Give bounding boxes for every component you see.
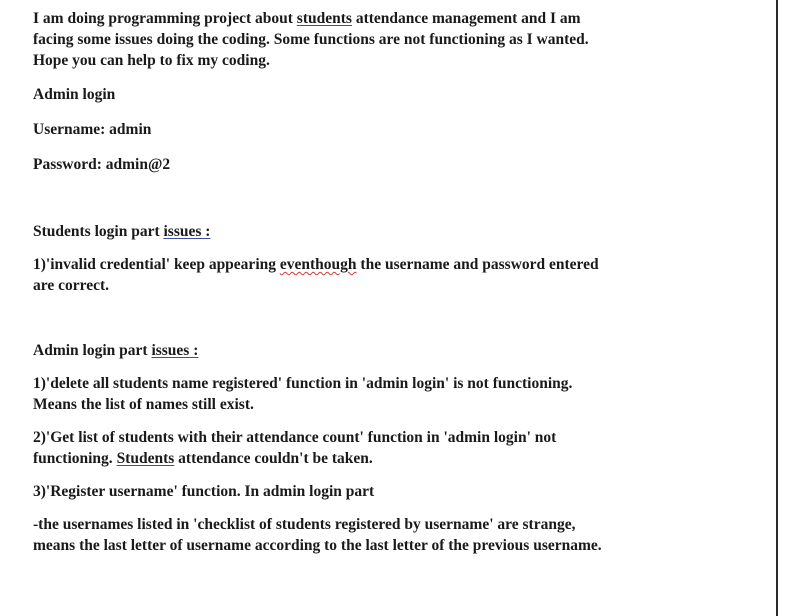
admin-issue-1-line-2: Means the list of names still exist. xyxy=(33,396,254,413)
document-body xyxy=(33,8,768,556)
intro-line-2: facing some issues doing the coding. Some functions are not functioning as I wanted. xyxy=(33,31,589,48)
admin-password: Password: admin@2 xyxy=(33,156,171,173)
admin-issue-1-line-1: 1)'delete all students name registered' function in 'admin login' is not functioning. xyxy=(33,375,573,392)
students-issue-1-line-1: 1)'invalid credential' keep appearing eventhough the username and password entered xyxy=(33,256,599,273)
admin-issue-3: 3)'Register username' function. In admin login part xyxy=(33,483,375,500)
admin-issue-3-detail xyxy=(33,514,768,556)
admin-issue-2 xyxy=(33,427,768,469)
admin-issue-2-line-1: 2)'Get list of students with their attendance count' function in 'admin login' not xyxy=(33,429,557,446)
admin-issue-1 xyxy=(33,373,768,415)
students-issue-1-line-2: are correct. xyxy=(33,277,110,294)
admin-login-title: Admin login xyxy=(33,86,116,103)
admin-username: Username: admin xyxy=(33,121,152,138)
intro-line-1: I am doing programming project about students attendance management and I am xyxy=(33,10,581,27)
students-issue-1 xyxy=(33,254,768,296)
admin-issue-3-detail-line-1: -the usernames listed in 'checklist of students registered by username' are strange, xyxy=(33,516,576,533)
admin-issue-2-line-2: functioning. Students attendance couldn't be taken. xyxy=(33,450,373,467)
students-issues-heading: Students login part issues : xyxy=(33,223,211,240)
admin-issues-heading: Admin login part issues : xyxy=(33,342,199,359)
admin-issue-3-detail-line-2: means the last letter of username according to the last letter of the previous username. xyxy=(33,537,602,554)
intro-line-3: Hope you can help to fix my coding. xyxy=(33,52,270,69)
intro-paragraph xyxy=(33,8,768,71)
